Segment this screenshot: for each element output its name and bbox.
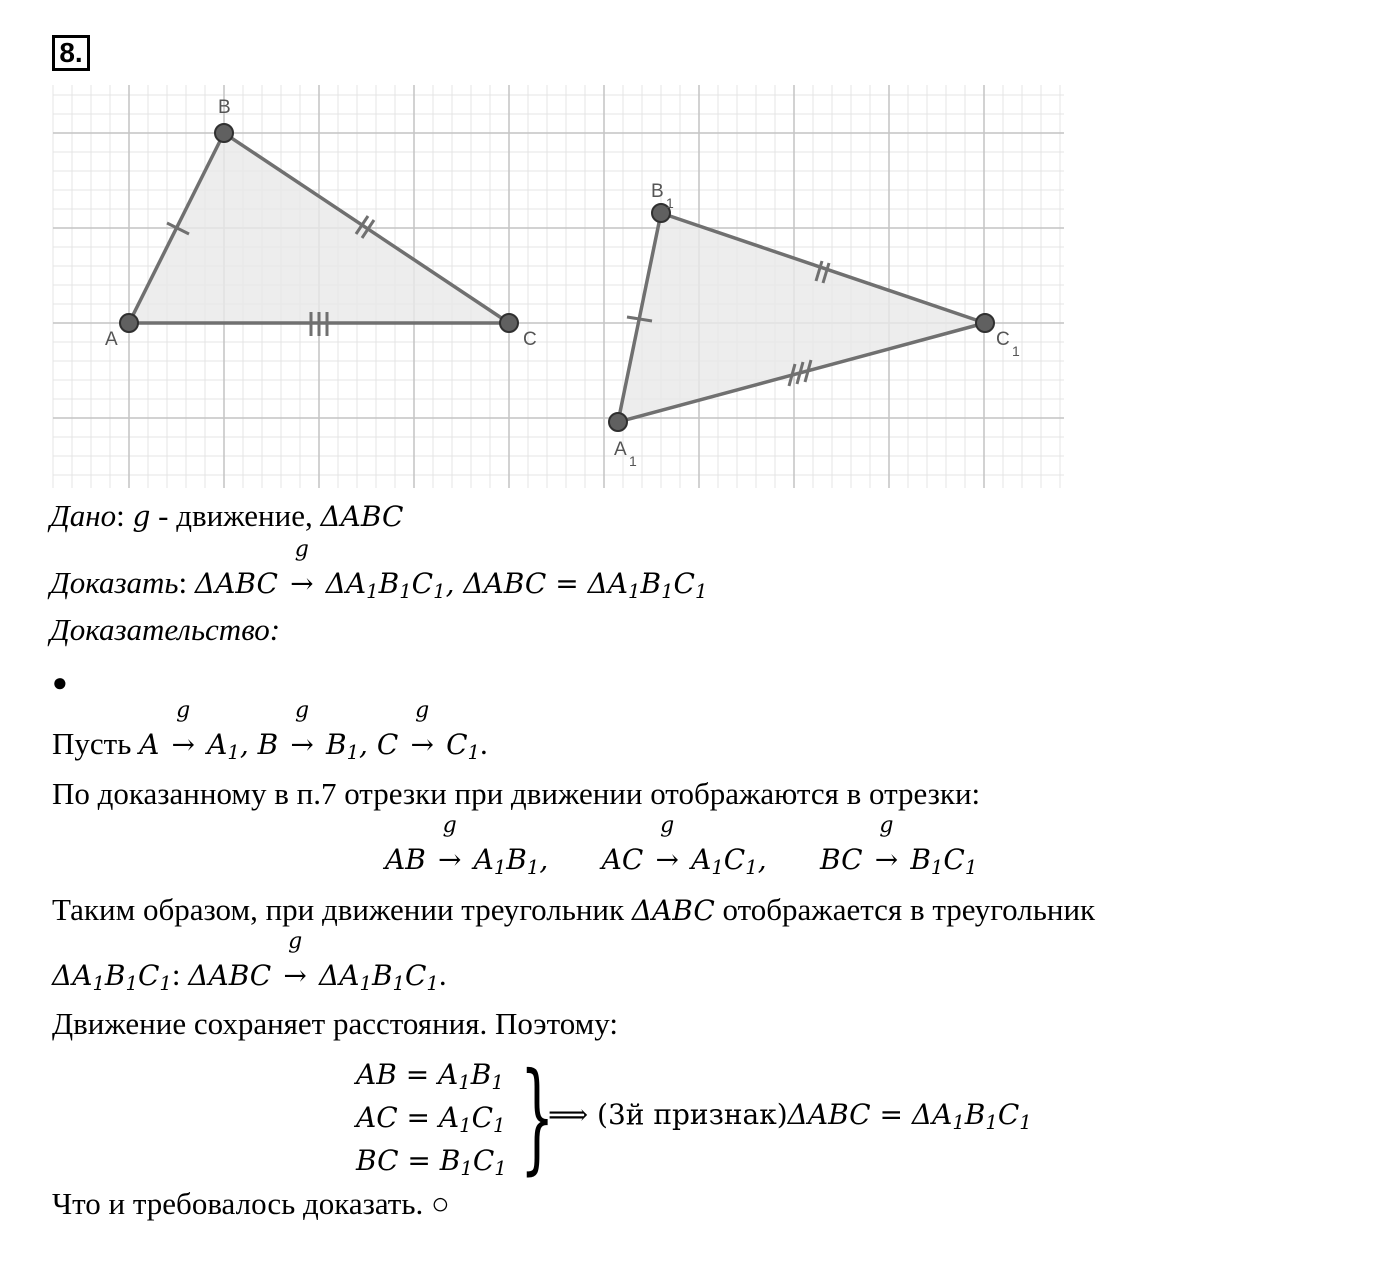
let-line: Пусть A g → $A_1$, B g → $B_1$, C g → $C_1$.	[52, 698, 488, 764]
thus-line: Таким образом, при движении треугольник ΔABC отображается в треугольник	[52, 892, 1096, 927]
right-brace: }	[520, 1048, 555, 1187]
point-a	[120, 314, 138, 332]
segments-formula: AB g → $A_1B_1$, AC g → $A_1C_1$, BC g → $B_1C_1$	[385, 813, 978, 879]
label-b: B	[218, 97, 231, 118]
label-b1-sub: 1	[666, 195, 674, 211]
prove-label: Доказать	[50, 565, 179, 600]
given-line: Дано: g - движение, ΔABC	[50, 498, 404, 533]
thus-formula: $\Delta A_1B_1C_1$: ΔABC g → $\Delta A_1B_1C_1$.	[52, 929, 447, 995]
label-b1: B	[651, 181, 664, 202]
label-c1-sub: 1	[1012, 343, 1020, 359]
label-c1: C	[996, 329, 1010, 350]
triangles-figure	[0, 0, 1400, 500]
label-a1-sub: 1	[629, 453, 637, 469]
given-label: Дано	[50, 498, 117, 533]
criterion-line: ⟹ (3й признак)ΔABC = $\Delta A_1B_1C_1$	[548, 1098, 1032, 1134]
point-c1	[976, 314, 994, 332]
distance-text: Движение сохраняет расстояния. Поэтому:	[52, 1006, 618, 1041]
point-c	[500, 314, 518, 332]
point-b	[215, 124, 233, 142]
triangle-a1b1c1	[618, 213, 985, 422]
equalities-system: AB = $A_1B_1$ AC = $A_1C_1$ BC = $B_1C_1$	[356, 1058, 507, 1180]
label-c: C	[523, 329, 537, 350]
problem-number: 8.	[52, 35, 90, 71]
bullet: ●	[52, 668, 68, 697]
point-a1	[609, 413, 627, 431]
label-a: A	[105, 329, 118, 350]
segments-text: По доказанному в п.7 отрезки при движении отображаются в отрезки:	[52, 776, 981, 811]
motion-g: g	[132, 500, 151, 533]
label-a1: A	[614, 439, 627, 460]
prove-line: Доказать: ΔABC g → $\Delta A_1B_1C_1$, $\Delta ABC = \Delta A_1B_1C_1$	[50, 537, 708, 603]
qed-text: Что и требовалось доказать. ○	[52, 1186, 450, 1221]
proof-label: Доказательство:	[50, 612, 281, 647]
